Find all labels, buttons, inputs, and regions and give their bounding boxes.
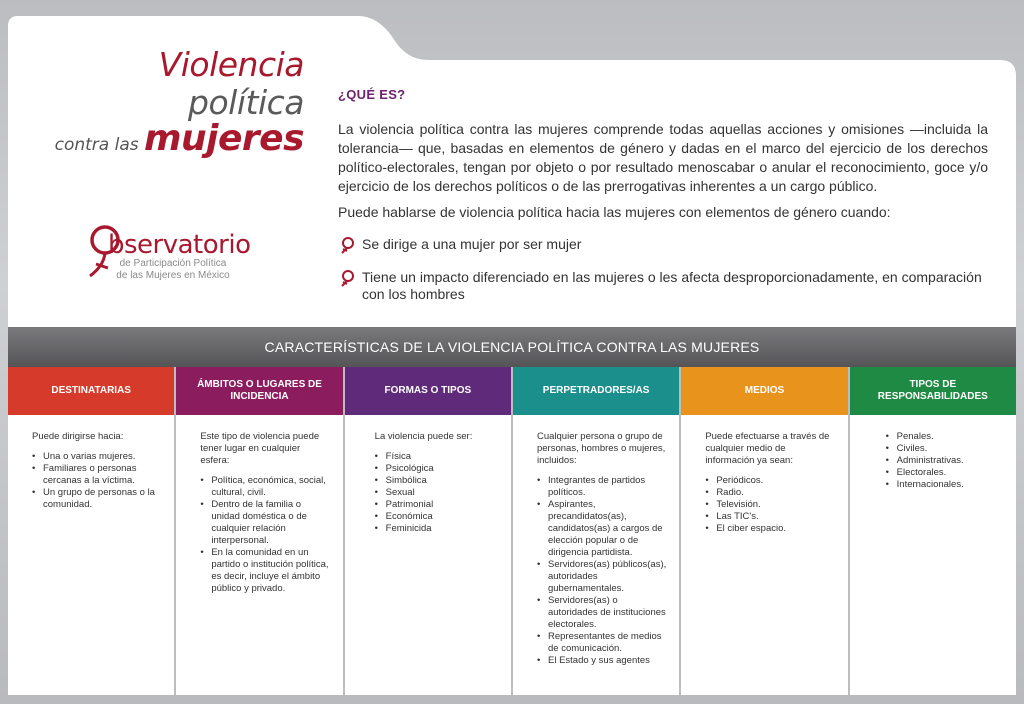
column-body [681, 415, 847, 535]
column-header: TIPOS DE RESPONSABILIDADES [850, 367, 1016, 415]
characteristics-columns [8, 367, 1016, 695]
observatorio-subtitle-2: de las Mujeres en México [116, 270, 230, 281]
column-list-item: • En la comunidad en un partido o institución política, es decir, incluye el ámbito público y privado. [200, 547, 330, 595]
column-body [850, 415, 1016, 491]
column-list [880, 431, 1004, 491]
characteristics-banner: CARACTERÍSTICAS DE LA VIOLENCIA POLÍTICA CONTRA LAS MUJERES [8, 327, 1016, 367]
column-list-item: • Simbólica [375, 475, 499, 487]
column-list-item: • Política, económica, social, cultural, civil. [200, 475, 330, 499]
intro-text: Puede hablarse de violencia política hacia las mujeres con elementos de género cuando: [338, 204, 891, 220]
column-list-item: • Civiles. [886, 443, 1004, 455]
column-list-item: • Psicológica [375, 463, 499, 475]
logo-word-mujeres: mujeres [144, 118, 304, 159]
column-list-item: • Representantes de medios de comunicación. [537, 631, 667, 655]
column-list-item: • Servidores(as) públicos(as), autoridades gubernamentales. [537, 559, 667, 595]
logo-word-politica: política [188, 83, 304, 122]
criteria-text: Se dirige a una mujer por ser mujer [362, 236, 582, 252]
column-list-item: • Internacionales. [886, 479, 1004, 491]
column-list-item: • Física [375, 451, 499, 463]
observatorio-logo [84, 218, 254, 284]
column-header: MEDIOS [681, 367, 847, 415]
campaign-logo [34, 46, 304, 162]
column-list-item: • Integrantes de partidos políticos. [537, 475, 667, 499]
column-list-item: • Feminicida [375, 523, 499, 535]
venus-bullet-icon [338, 269, 356, 287]
column-list-item: • El Estado y sus agentes [537, 655, 667, 667]
column-body [176, 415, 342, 595]
logo-word-contra-las: contra las [54, 135, 139, 155]
column-header: DESTINATARIAS [8, 367, 174, 415]
observatorio-word: bservatorio [108, 230, 251, 260]
column-formas [345, 367, 513, 695]
column-list [375, 451, 499, 535]
column-list-item: • Sexual [375, 487, 499, 499]
column-list-item: • Servidores(as) o autoridades de instituciones electorales. [537, 595, 667, 631]
column-list [32, 451, 162, 511]
column-list-item: • Electorales. [886, 467, 1004, 479]
column-list-item: • Aspirantes, precandidatos(as), candidatos(as) a cargos de elección popular o de dirigencia partidista. [537, 499, 667, 559]
column-body [8, 415, 174, 511]
column-list [537, 475, 667, 667]
column-intro: La violencia puede ser: [374, 431, 473, 442]
column-intro: Puede dirigirse hacia: [32, 431, 124, 442]
column-medios [681, 367, 849, 695]
column-list-item: • Económica [375, 511, 499, 523]
column-list-item: • Televisión. [705, 499, 835, 511]
column-list-item: • Administrativas. [886, 455, 1004, 467]
column-list-item: • Periódicos. [705, 475, 835, 487]
column-list-item: • Un grupo de personas o la comunidad. [32, 487, 162, 511]
logo-word-violencia: Violencia [158, 45, 304, 84]
column-list-item: • Radio. [705, 487, 835, 499]
column-ambitos [176, 367, 344, 695]
column-responsabilidades [850, 367, 1016, 695]
criteria-item [338, 236, 988, 253]
column-intro: Cualquier persona o grupo de personas, hombres o mujeres, incluidos: [536, 431, 666, 466]
column-list-item: • Familiares o personas cercanas a la víctima. [32, 463, 162, 487]
column-list-item: • Una o varias mujeres. [32, 451, 162, 463]
column-header: ÁMBITOS O LUGARES DE INCIDENCIA [176, 367, 342, 415]
column-list-item: • Penales. [886, 431, 1004, 443]
venus-bullet-icon [338, 236, 356, 254]
column-body [345, 415, 511, 535]
observatorio-subtitle-1: de Participación Política [119, 258, 227, 269]
column-perpetradores [513, 367, 681, 695]
column-body [513, 415, 679, 667]
column-header: PERPETRADORES/AS [513, 367, 679, 415]
column-list-item: • Las TIC's. [705, 511, 835, 523]
column-list [705, 475, 835, 535]
column-list-item: • Patrimonial [375, 499, 499, 511]
column-intro: Puede efectuarse a través de cualquier medio de información ya sean: [705, 431, 830, 466]
column-list-item: • Dentro de la familia o unidad doméstica o de cualquier relación interpersonal. [200, 499, 330, 547]
column-intro: Este tipo de violencia puede tener lugar en cualquier esfera: [200, 431, 320, 466]
criteria-item [338, 269, 988, 303]
column-destinatarias [8, 367, 176, 695]
definition-text: La violencia política contra las mujeres comprende todas aquellas acciones y omisiones —incluida la tolerancia— que, basadas en elementos de género y dadas en el marco del ejercicio de los derechos político-electorales, tengan por objeto o por resultado menoscabar o anular el reconocimiento, goce y/o ejercicio de los derechos políticos o de las prerrogativas inherentes a un cargo público. [338, 121, 988, 194]
section-title: ¿QUÉ ES? [338, 87, 406, 102]
column-list-item: • El ciber espacio. [705, 523, 835, 535]
column-list [200, 475, 330, 595]
criteria-text: Tiene un impacto diferenciado en las mujeres o les afecta desproporcionadamente, en comparación con los hombres [362, 269, 982, 302]
column-header: FORMAS O TIPOS [345, 367, 511, 415]
